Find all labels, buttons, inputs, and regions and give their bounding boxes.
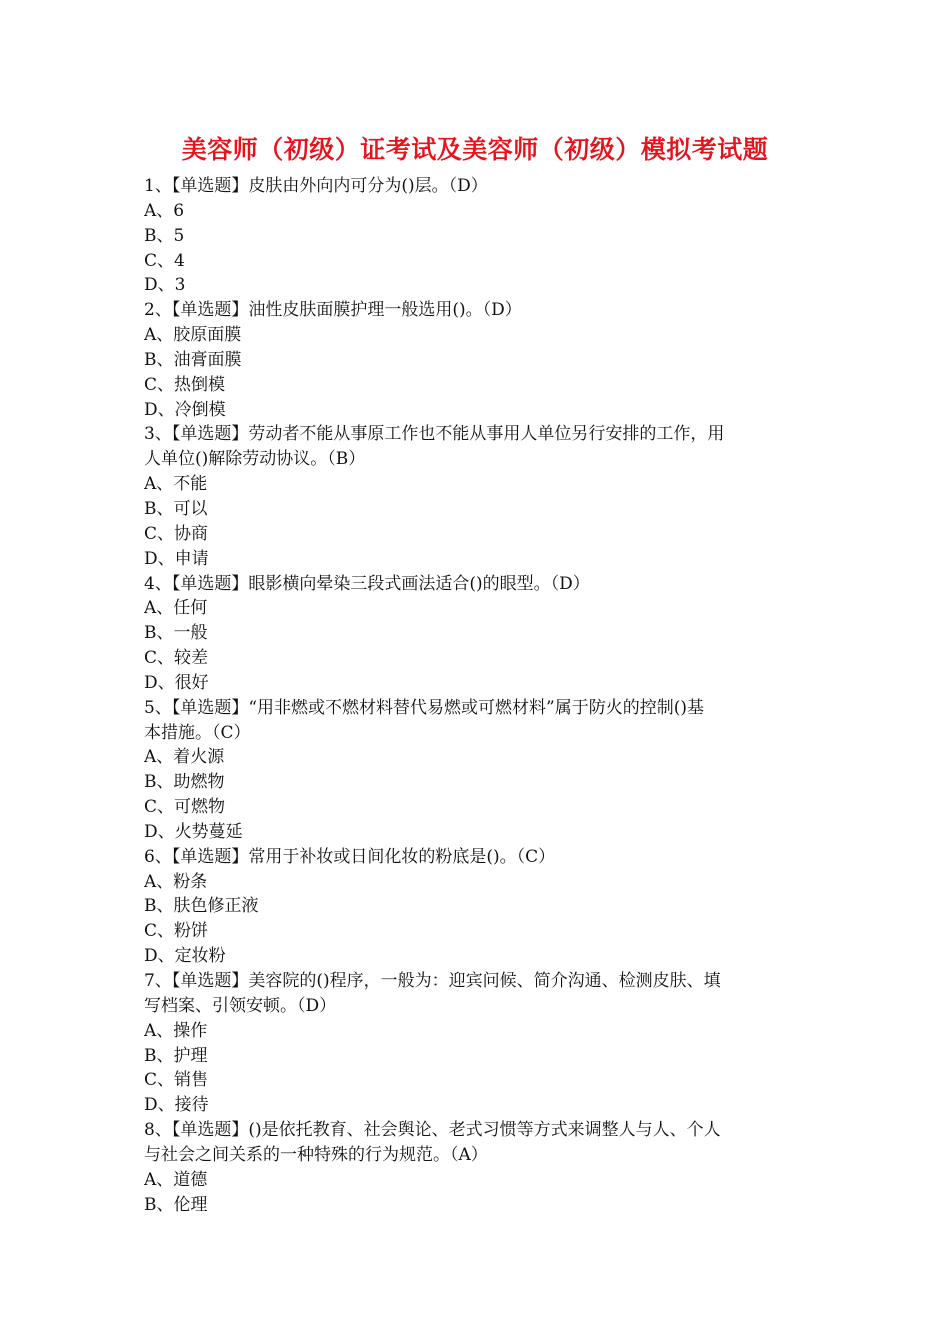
option-b: B、肤色修正液 — [144, 896, 259, 917]
question-stem: 1、【单选题】皮肤由外向内可分为()层。（D） — [144, 176, 488, 196]
option-d: D、定妆粉 — [144, 946, 226, 967]
option-c: C、粉饼 — [144, 921, 209, 942]
question-stem-line-2: 本措施。（C） — [144, 722, 251, 743]
question-stem-line-1: 3、【单选题】劳动者不能从事原工作也不能从事用人单位另行安排的工作，用 — [144, 424, 725, 445]
option-b: B、护理 — [144, 1045, 208, 1066]
option-c: C、热倒模 — [144, 374, 226, 395]
option-a: A、不能 — [144, 474, 208, 495]
option-a: A、任何 — [144, 598, 208, 619]
option-a: A、着火源 — [144, 747, 225, 768]
option-b: B、一般 — [144, 623, 208, 644]
option-a: A、胶原面膜 — [144, 325, 242, 346]
question-2 — [144, 298, 814, 422]
question-stem-line-1: 5、【单选题】“用非燃或不燃材料替代易燃或可燃材料”属于防火的控制()基 — [144, 697, 704, 718]
option-d: D、冷倒模 — [144, 399, 226, 420]
question-6 — [144, 845, 814, 969]
option-d: D、3 — [144, 275, 186, 296]
question-stem: 6、【单选题】常用于补妆或日间化妆的粉底是()。（C） — [144, 846, 556, 867]
question-3 — [144, 422, 814, 571]
option-a: A、操作 — [144, 1020, 208, 1041]
option-b: B、可以 — [144, 498, 208, 519]
question-stem-line-2: 与社会之间关系的一种特殊的行为规范。（A） — [144, 1144, 488, 1165]
question-stem-line-1: 8、【单选题】()是依托教育、社会舆论、老式习惯等方式来调整人与人、个人 — [144, 1120, 721, 1141]
option-c: C、可燃物 — [144, 797, 226, 818]
option-b: B、助燃物 — [144, 772, 225, 793]
question-1 — [144, 174, 814, 298]
question-stem-line-2: 人单位()解除劳动协议。（B） — [144, 449, 366, 470]
question-stem: 2、【单选题】油性皮肤面膜护理一般选用()。（D） — [144, 300, 522, 321]
option-a: A、6 — [144, 200, 185, 221]
option-b: B、油膏面膜 — [144, 349, 242, 370]
question-stem: 4、【单选题】眼影横向晕染三段式画法适合()的眼型。（D） — [144, 573, 590, 594]
option-d: D、申请 — [144, 548, 209, 569]
question-5 — [144, 696, 814, 845]
question-4 — [144, 572, 814, 696]
question-8 — [144, 1118, 814, 1217]
option-c: C、较差 — [144, 648, 209, 669]
option-c: C、4 — [144, 250, 185, 271]
option-c: C、销售 — [144, 1070, 209, 1091]
question-list — [144, 174, 814, 1217]
option-b: B、伦理 — [144, 1194, 208, 1215]
question-7 — [144, 969, 814, 1118]
option-b: B、5 — [144, 225, 185, 246]
option-a: A、道德 — [144, 1169, 208, 1190]
document-title: 美容师（初级）证考试及美容师（初级）模拟考试题 — [181, 135, 769, 164]
option-d: D、火势蔓延 — [144, 821, 243, 842]
option-d: D、接待 — [144, 1095, 209, 1116]
question-stem-line-1: 7、【单选题】美容院的()程序，一般为：迎宾问候、简介沟通、检测皮肤、填 — [144, 971, 721, 991]
option-c: C、协商 — [144, 523, 209, 544]
option-d: D、很好 — [144, 672, 209, 693]
option-a: A、粉条 — [144, 871, 208, 892]
question-stem-line-2: 写档案、引领安顿。（D） — [144, 995, 337, 1016]
